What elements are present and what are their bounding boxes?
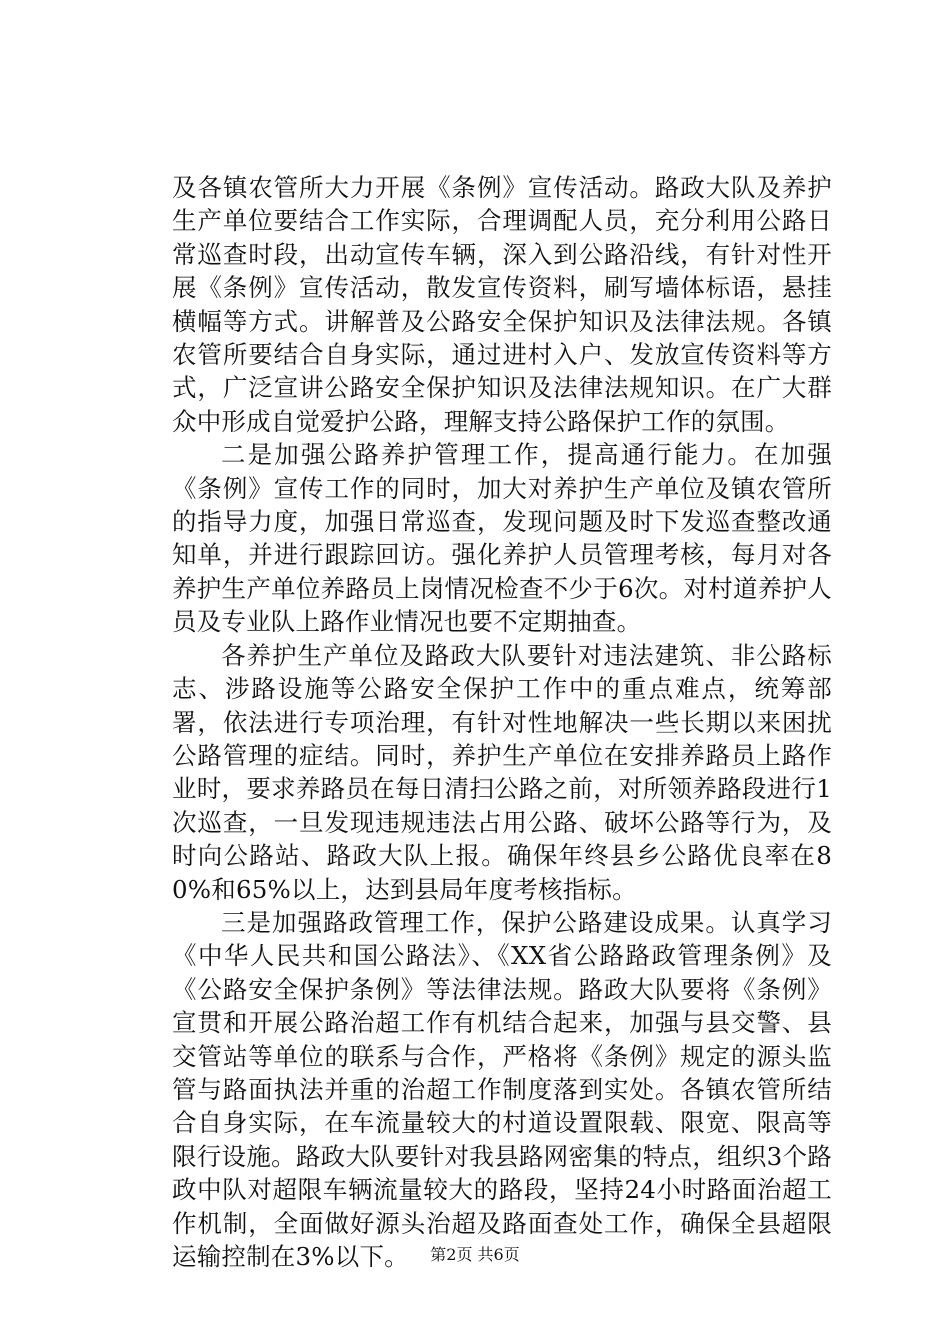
document-body (172, 171, 832, 1273)
paragraph-road-maintenance: 二是加强公路养护管理工作，提高通行能力。在加强《条例》宣传工作的同时，加大对养护生产单位及镇农管所的指导力度，加强日常巡查，发现问题及时下发巡查整改通知单，并进行跟踪回访。强化养护人员管理考核，每月对各养护生产单位养路员上岗情况检查不少于6次。对村道养护人员及专业队上路作业情况也要不定期抽查。 (172, 440, 832, 637)
page-footer: 第2页 共6页 (430, 1245, 520, 1264)
paragraph-road-administration: 三是加强路政管理工作，保护公路建设成果。认真学习《中华人民共和国公路法》、《XX省公路路政管理条例》及《公路安全保护条例》等法律法规。路政大队要将《条例》宣贯和开展公路治超工作有机结合起来，加强与县交警、县交管站等单位的联系与合作，严格将《条例》规定的源头监管与路面执法并重的治超工作制度落到实处。各镇农管所结合自身实际，在车流量较大的村道设置限载、限宽、限高等限行设施。路政大队要针对我县路网密集的特点，组织3个路政中队对超限车辆流量较大的路段，坚持24小时路面治超工作机制，全面做好源头治超及路面查处工作，确保全县超限运输控制在3%以下。 (172, 907, 832, 1271)
paragraph-special-governance: 各养护生产单位及路政大队要针对违法建筑、非公路标志、涉路设施等公路安全保护工作中的重点难点，统筹部署，依法进行专项治理，有针对性地解决一些长期以来困扰公路管理的症结。同时，养护生产单位在安排养路员上路作业时，要求养路员在每日清扫公路之前，对所领养路段进行1次巡查，一旦发现违规违法占用公路、破坏公路等行为，及时向公路站、路政大队上报。确保年终县乡公路优良率在80%和65%以上，达到县局年度考核指标。 (172, 640, 832, 904)
paragraph-continuation: 及各镇农管所大力开展《条例》宣传活动。路政大队及养护生产单位要结合工作实际，合理调配人员，充分利用公路日常巡查时段，出动宣传车辆，深入到公路沿线，有针对性开展《条例》宣传活动，散发宣传资料，刷写墙体标语，悬挂横幅等方式。讲解普及公路安全保护知识及法律法规。各镇农管所要结合自身实际，通过进村入户、发放宣传资料等方式，广泛宣讲公路安全保护知识及法律法规知识。在广大群众中形成自觉爱护公路，理解支持公路保护工作的氛围。 (172, 173, 832, 436)
